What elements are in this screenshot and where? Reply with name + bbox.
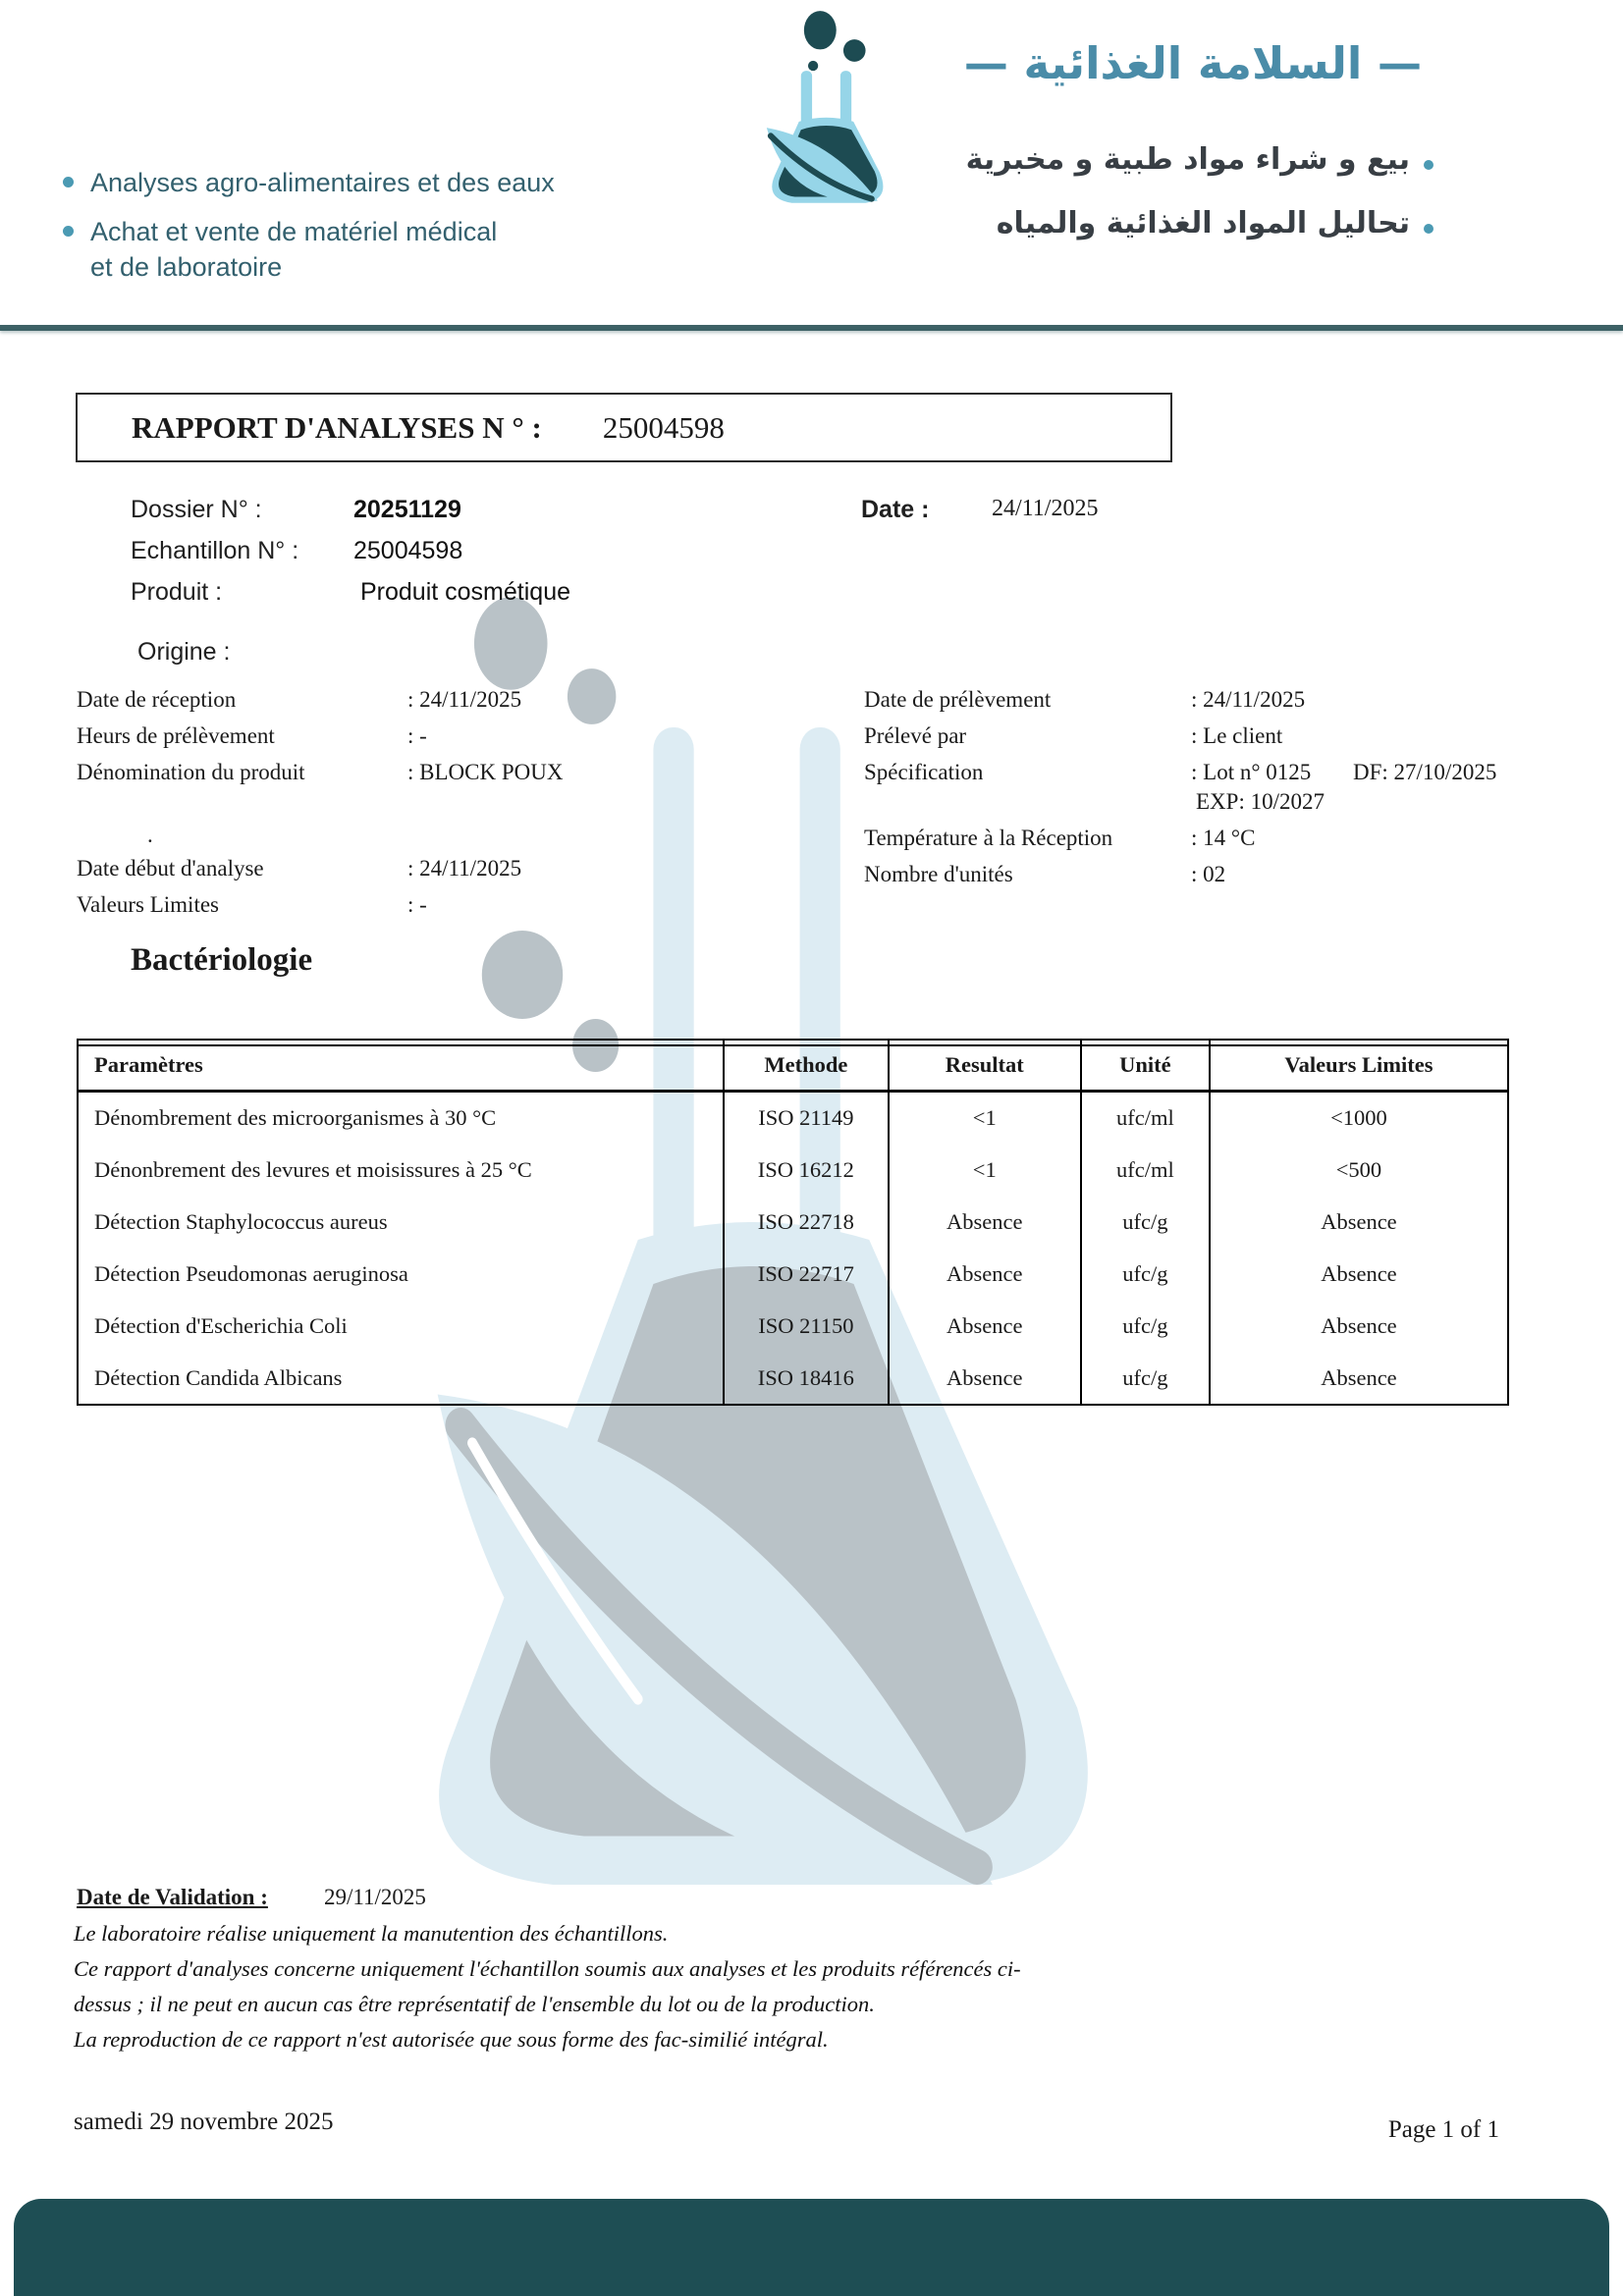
- table-row: [79, 1248, 1507, 1300]
- detail-label: Valeurs Limites: [77, 892, 219, 917]
- table-row: [79, 1352, 1507, 1404]
- table-row: [79, 1093, 1507, 1145]
- disclaimer-block: [74, 1916, 1203, 2057]
- valeurs-limites-cell: Absence: [1209, 1352, 1507, 1404]
- disclaimer-line: Le laboratoire réalise uniquement la manutention des échantillons.: [74, 1921, 669, 1946]
- produit-value: Produit cosmétique: [360, 578, 571, 606]
- detail-label: Spécification: [864, 760, 984, 784]
- unite-cell: ufc/g: [1080, 1248, 1209, 1300]
- service-line-ar-2: [997, 206, 1434, 240]
- section-title: Bactériologie: [131, 942, 313, 978]
- valeurs-limites-cell: <500: [1209, 1145, 1507, 1197]
- methode-cell: ISO 21149: [723, 1093, 887, 1145]
- dossier-label: Dossier N° :: [131, 496, 262, 523]
- service-text: Analyses agro-alimentaires et des eaux: [90, 168, 555, 197]
- parametre-cell: Dénonbrement des levures et moisissures à 25 °C: [94, 1157, 532, 1183]
- unite-cell: ufc/g: [1080, 1352, 1209, 1404]
- valeurs-limites-cell: Absence: [1209, 1248, 1507, 1300]
- detail-value: : BLOCK POUX: [407, 760, 564, 784]
- resultat-cell: Absence: [888, 1248, 1080, 1300]
- disclaimer-line: dessus ; il ne peut en aucun cas être représentatif de l'ensemble du lot ou de la production.: [74, 1992, 875, 2016]
- echantillon-label: Echantillon N° :: [131, 537, 299, 564]
- service-text: تحاليل المواد الغذائية والمياه: [996, 206, 1410, 240]
- valeurs-limites-cell: Absence: [1209, 1197, 1507, 1249]
- column-header: Resultat: [888, 1041, 1080, 1090]
- detail-label: Nombre d'unités: [864, 862, 1013, 886]
- bullet-icon: [63, 177, 74, 187]
- date-value: 24/11/2025: [992, 496, 1099, 521]
- report-number: 25004598: [602, 409, 725, 445]
- bullet-icon: [1424, 160, 1434, 170]
- parametre-cell: Détection Pseudomonas aeruginosa: [94, 1260, 408, 1286]
- detail-value: : -: [407, 892, 427, 917]
- resultat-cell: Absence: [888, 1197, 1080, 1249]
- resultat-cell: <1: [888, 1145, 1080, 1197]
- parametre-cell: Dénombrement des microorganismes à 30 °C: [94, 1105, 497, 1131]
- results-table: [77, 1039, 1509, 1406]
- detail-label: Prélevé par: [864, 723, 967, 748]
- detail-value: : 02: [1191, 862, 1226, 886]
- valeurs-limites-cell: <1000: [1209, 1093, 1507, 1145]
- column-header: Paramètres: [94, 1052, 203, 1077]
- methode-cell: ISO 21150: [723, 1300, 887, 1352]
- parametre-cell: Détection Staphylococcus aureus: [94, 1209, 388, 1235]
- detail-value: : Le client: [1191, 723, 1283, 748]
- table-row: [79, 1300, 1507, 1352]
- methode-cell: ISO 18416: [723, 1352, 887, 1404]
- resultat-cell: Absence: [888, 1352, 1080, 1404]
- produit-label: Produit :: [131, 578, 223, 606]
- column-header: Methode: [723, 1041, 887, 1090]
- valeurs-limites-cell: Absence: [1209, 1300, 1507, 1352]
- disclaimer-line: Ce rapport d'analyses concerne uniquement l'échantillon soumis aux analyses et les produits référencés ci-: [74, 1956, 1021, 1981]
- parametre-cell: Détection d'Escherichia Coli: [94, 1312, 348, 1338]
- unite-cell: ufc/g: [1080, 1197, 1209, 1249]
- header-divider: [0, 325, 1623, 331]
- table-row: [79, 1145, 1507, 1197]
- footer-date: samedi 29 novembre 2025: [74, 2109, 334, 2135]
- detail-value-df: DF: 27/10/2025: [1353, 760, 1497, 784]
- unite-cell: ufc/g: [1080, 1300, 1209, 1352]
- detail-value: : 24/11/2025: [407, 856, 522, 881]
- dossier-value: 20251129: [353, 496, 461, 523]
- detail-label: Date de réception: [77, 687, 237, 712]
- column-header: Unité: [1080, 1041, 1209, 1090]
- detail-label: Dénomination du produit: [77, 760, 305, 784]
- report-title-label: RAPPORT D'ANALYSES N ° :: [132, 409, 542, 445]
- service-text: Achat et vente de matériel médical et de laboratoire: [90, 217, 498, 282]
- service-line-ar-1: [966, 142, 1434, 177]
- disclaimer-line: La reproduction de ce rapport n'est autorisée que sous forme des fac-similié intégral.: [74, 2027, 829, 2052]
- validation-date-label: Date de Validation :: [77, 1885, 268, 1909]
- detail-label: Date de prélèvement: [864, 687, 1052, 712]
- echantillon-value: 25004598: [353, 537, 463, 564]
- service-line-fr-1: [63, 165, 573, 200]
- date-label: Date :: [861, 496, 930, 523]
- table-top-inner-line: [79, 1044, 1507, 1046]
- table-header-row: [79, 1041, 1507, 1093]
- brand-name-arabic: — السلامة الغذائية —: [963, 37, 1422, 89]
- detail-value: : -: [407, 723, 427, 748]
- detail-label: Température à la Réception: [864, 826, 1113, 850]
- detail-value: : 14 °C: [1191, 826, 1256, 850]
- bullet-icon: [63, 226, 74, 237]
- detail-value: : 24/11/2025: [407, 687, 522, 712]
- methode-cell: ISO 22718: [723, 1197, 887, 1249]
- flask-leaf-logo: [736, 8, 918, 211]
- parametre-cell: Détection Candida Albicans: [94, 1364, 343, 1390]
- page-number: Page 1 of 1: [1387, 2116, 1499, 2143]
- origine-label: Origine :: [137, 638, 231, 666]
- methode-cell: ISO 22717: [723, 1248, 887, 1300]
- service-text: بيع و شراء مواد طبية و مخبرية: [965, 142, 1410, 177]
- detail-label: Date début d'analyse: [77, 856, 264, 881]
- resultat-cell: Absence: [888, 1300, 1080, 1352]
- unite-cell: ufc/ml: [1080, 1093, 1209, 1145]
- column-header: Valeurs Limites: [1209, 1041, 1507, 1090]
- validation-date-value: 29/11/2025: [324, 1885, 426, 1909]
- table-row: [79, 1197, 1507, 1249]
- methode-cell: ISO 16212: [723, 1145, 887, 1197]
- detail-value: : 24/11/2025: [1191, 687, 1306, 712]
- service-line-fr-2: [63, 214, 524, 285]
- detail-label: Heurs de prélèvement: [77, 723, 275, 748]
- report-title-box: [76, 393, 1172, 462]
- bullet-icon: [1424, 224, 1434, 234]
- detail-value: : Lot n° 0125: [1191, 760, 1312, 784]
- resultat-cell: <1: [888, 1093, 1080, 1145]
- footer-bar: [14, 2199, 1609, 2296]
- stray-mark: .: [147, 823, 153, 847]
- detail-value-exp: EXP: 10/2027: [1196, 789, 1325, 814]
- unite-cell: ufc/ml: [1080, 1145, 1209, 1197]
